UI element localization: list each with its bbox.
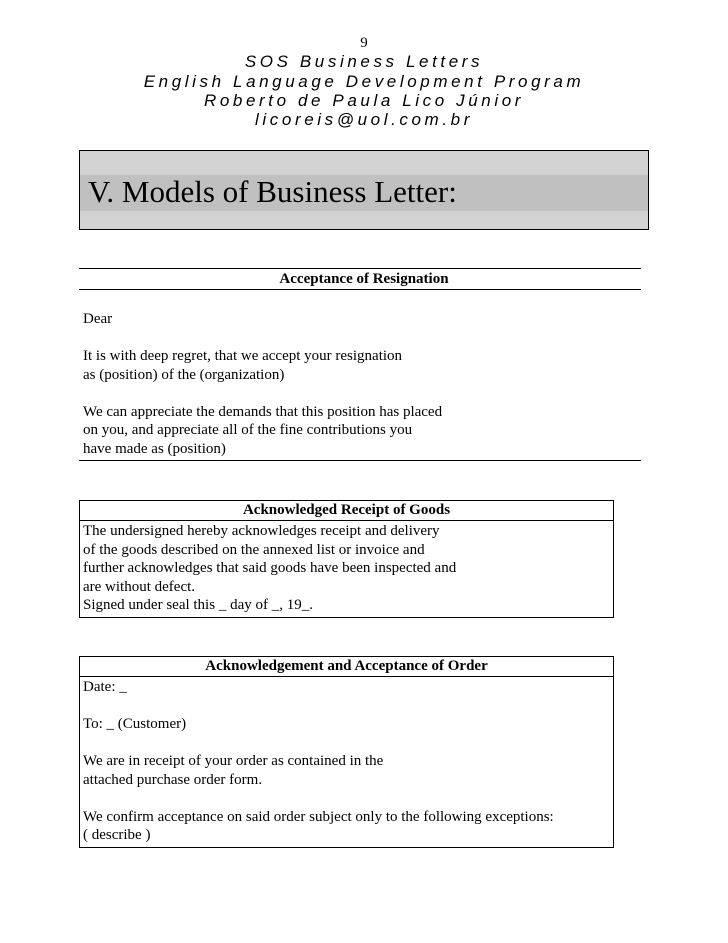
letter-title: Acknowledgement and Acceptance of Order [80, 657, 613, 677]
section-heading-box [79, 150, 649, 230]
blank-line [83, 789, 613, 808]
letter-line: have made as (position) [83, 440, 226, 457]
letter-line: We can appreciate the demands that this position has placed [83, 403, 443, 420]
header-author: Roberto de Paula Lico Júnior [203, 91, 525, 110]
blank-line [83, 734, 613, 753]
letter-line: Dear [83, 311, 113, 327]
letter-title: Acceptance of Resignation [79, 269, 641, 290]
letter-line: The undersigned hereby acknowledges receipt and delivery [83, 523, 440, 539]
letter-line: Signed under seal this _ day of _, 19_. [83, 597, 313, 613]
letter-body [80, 677, 613, 847]
letter-acceptance-of-resignation [79, 268, 641, 461]
blank-line [83, 697, 613, 716]
letter-line: are without defect. [83, 578, 196, 595]
blank-line [83, 384, 641, 403]
header-title: SOS Business Letters [244, 52, 484, 71]
page-number: 9 [360, 35, 368, 51]
letter-line: on you, and appreciate all of the fine contributions you [83, 422, 413, 438]
letter-line: attached purchase order form. [83, 771, 263, 788]
letter-line: ( describe ) [83, 827, 151, 843]
letter-line: It is with deep regret, that we accept your resignation [83, 348, 403, 364]
letter-line: To: _ (Customer) [83, 716, 187, 732]
header-program: English Language Development Program [143, 72, 585, 91]
blank-line [83, 329, 641, 348]
letter-line: We are in receipt of your order as contained in the [83, 753, 384, 769]
letter-line: We confirm acceptance on said order subject only to the following exceptions: [83, 808, 554, 825]
header-email: licoreis@uol.com.br [255, 110, 473, 129]
letter-acknowledged-receipt-of-goods [79, 500, 614, 618]
letter-title: Acknowledged Receipt of Goods [80, 501, 613, 521]
letter-line: further acknowledges that said goods have been inspected and [83, 560, 457, 576]
letter-line: Date: _ [83, 679, 127, 695]
section-title: V. Models of Business Letter: [88, 174, 457, 209]
letter-body [79, 290, 641, 460]
letter-line: as (position) of the (organization) [83, 366, 285, 383]
letter-acknowledgement-and-acceptance-of-order [79, 656, 614, 848]
letter-body [80, 521, 613, 617]
letter-line: of the goods described on the annexed list or invoice and [83, 541, 425, 558]
